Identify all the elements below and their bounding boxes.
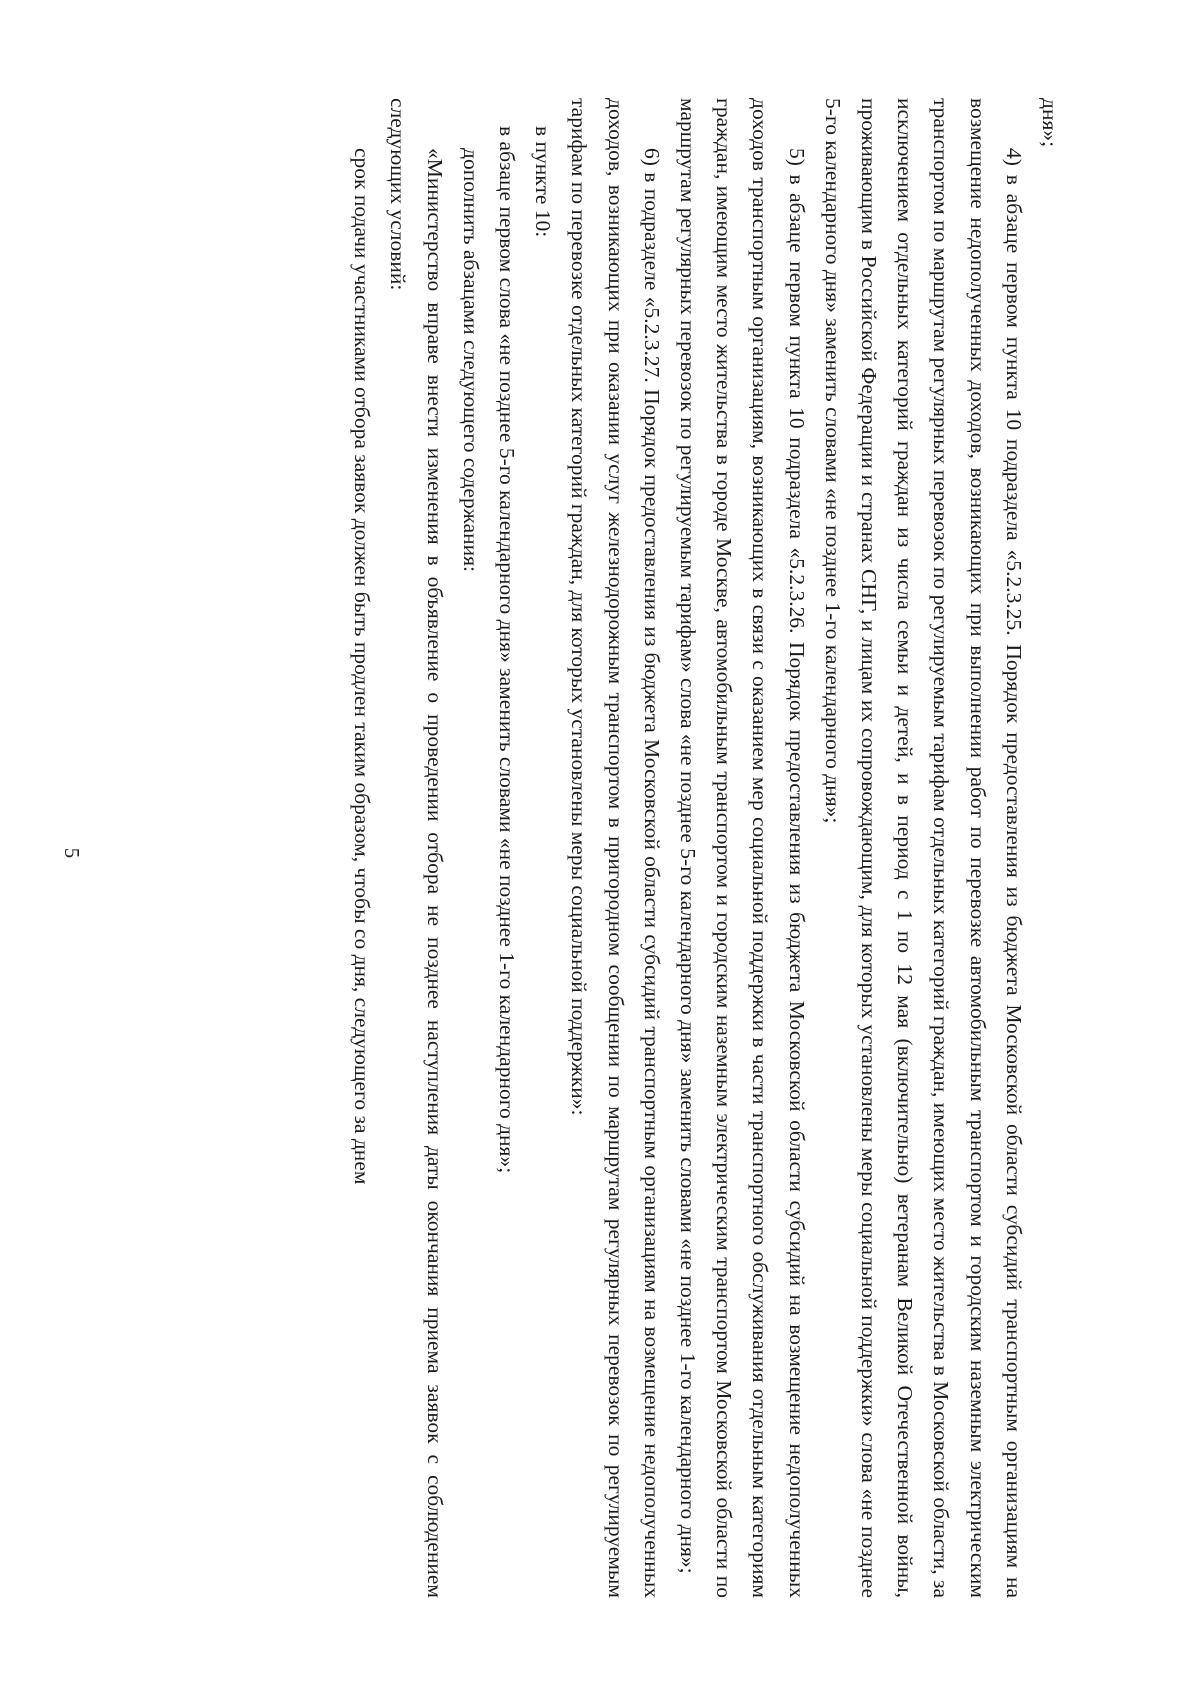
- page-number: 5: [60, 847, 84, 859]
- document-body: [158, 98, 1068, 1598]
- paragraph-ministry: «Министерство вправе внести изменения в объявление о проведении отбора не позднее наступления даты окончания приема заявок с соблюдением следующих условий:: [386, 98, 447, 1598]
- paragraph-item-6: 6) в подразделе «5.2.3.27. Порядок предоставления из бюджета Московской области субсидий транспортным организациям на возмещение недополученных доходов, возникающих при оказании услуг железнодорожным транспортом в пригородном сообщении по маршрутам регулярных перевозок по регулируемым тарифам по перевозке отдельных категорий граждан, для которых установлены меры социальной поддержки»:: [567, 98, 664, 1598]
- paragraph-continuation: дня»;: [1038, 98, 1062, 148]
- paragraph-supplement: дополнить абзацами следующего содержания:: [458, 148, 483, 572]
- paragraph-point-10: в пункте 10:: [531, 126, 556, 238]
- text-frame: [158, 98, 1068, 1598]
- paragraph-deadline: срок подачи участниками отбора заявок должен быть продлен таким образом, чтобы со дня, следующего за днем: [350, 148, 375, 1185]
- paragraph-first-abzac: в абзаце первом слова «не позднее 5-го календарного дня» заменить словами «не позднее 1-го календарного дня»;: [494, 126, 519, 1174]
- paragraph-item-4: 4) в абзаце первом пункта 10 подраздела «5.2.3.25. Порядок предоставления из бюджета Московской области субсидий транспортным организациям на возмещение недополученных доходов, возникающих при выполнении работ по перевозке автомобильным транспортом и городским наземным электрическим транспортом по маршрутам регулярных перевозок по регулируемым тарифам отдельных категорий граждан, имеющих место жительства в Московской области, за исключением отдельных категорий граждан из числа семьи и детей, и в период с 1 по 12 мая (включительно) ветеранам Великой Отечественной войны, проживающим в Российской Федерации и странах СНГ, и лицам их сопровождающим, для которых установлены меры социальной поддержки» слова «не позднее 5-го календарного дня» заменить словами «не позднее 1-го календарного дня»;: [820, 98, 1026, 1598]
- paragraph-item-5: 5) в абзаце первом пункта 10 подраздела «5.2.3.26. Порядок предоставления из бюджета Московской области субсидий на возмещение недополученных доходов транспортным организациям, возникающих в связи с оказанием мер социальной поддержки в части транспортного обслуживания отдельным категориям граждан, имеющим место жительства в городе Москве, автомобильным транспортом и городским наземным электрическим транспортом Московской области по маршрутам регулярных перевозок по регулируемым тарифам» слова «не позднее 5-го календарного дня» заменить словами «не позднее 1-го календарного дня»;: [675, 98, 809, 1598]
